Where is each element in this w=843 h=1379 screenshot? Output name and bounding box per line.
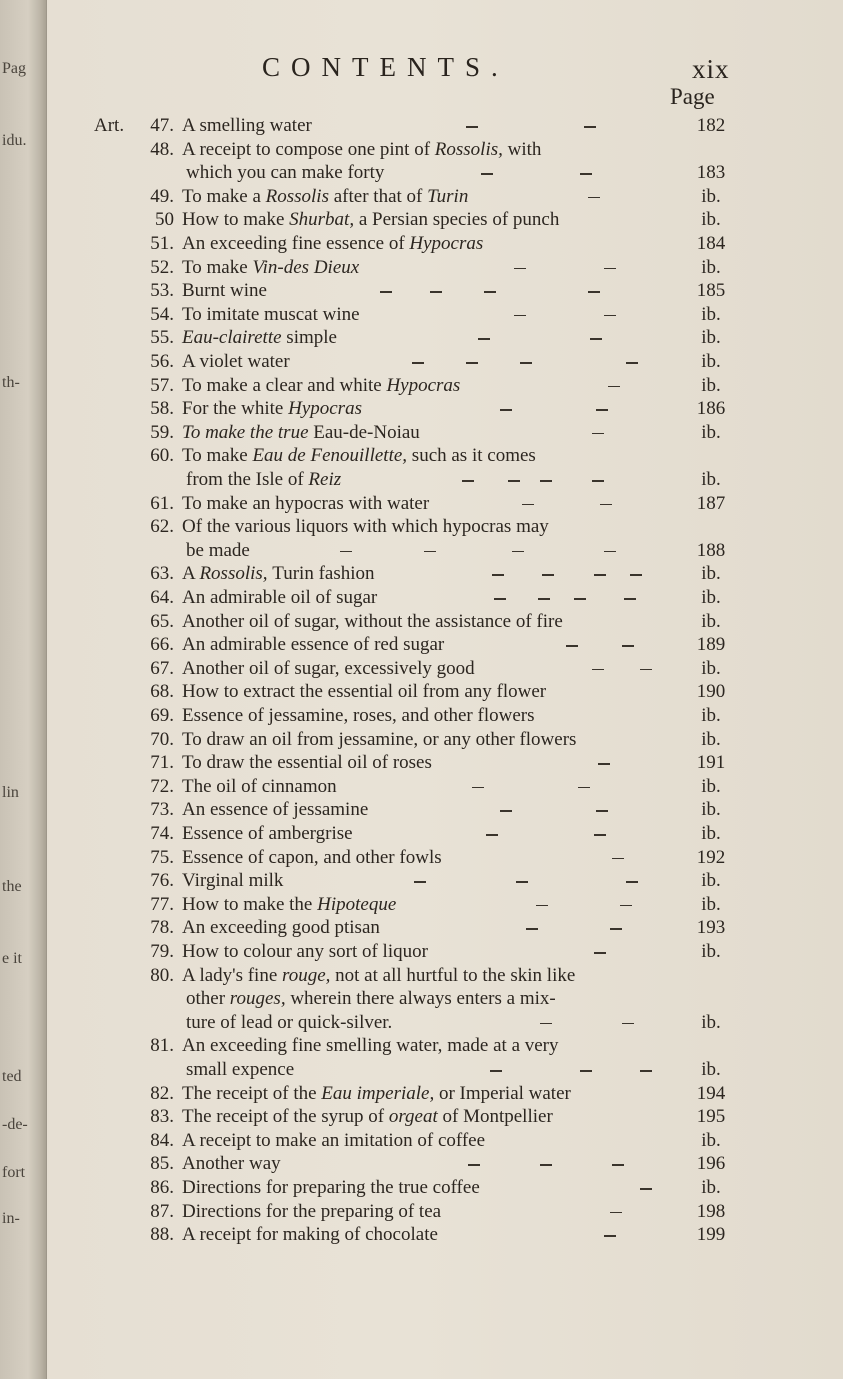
entry-number: 80. [150,964,174,986]
page-column-label: Page [670,84,715,109]
entry-page-number: ib. [701,563,721,585]
toc-line [0,539,843,563]
leader-dash [540,1164,552,1166]
toc-line [0,633,843,657]
entry-number: 71. [150,752,174,774]
entry-number: 65. [150,610,174,632]
toc-line [0,940,843,964]
entry-title: An exceeding fine essence of Hypocras [182,233,484,254]
entry-title: An exceeding fine smelling water, made at a very [182,1035,559,1057]
toc-line [0,279,843,303]
facing-page-fragment: Pag [2,60,26,77]
toc-line [0,1105,843,1129]
leader-dash [626,362,638,364]
leader-dash [626,881,638,883]
entry-title: A receipt to compose one pint of Rossolis, with [182,138,542,160]
toc-line [0,1058,843,1082]
leader-dash [612,1164,624,1166]
entry-page-number: 189 [696,634,726,656]
entry-title: To make a Rossolis after that of Turin [182,185,469,207]
leader-dash [466,362,478,364]
entry-title: How to colour any sort of liquor [182,941,428,962]
leader-dash [514,268,526,270]
leader-dash [594,574,606,576]
toc-line [0,680,843,704]
toc-line [0,751,843,775]
entry-page-number: ib. [701,327,721,349]
entry-page-number: 191 [696,752,726,774]
entry-title: Burnt wine [182,280,267,302]
entry-title: A smelling water [182,115,312,136]
toc-line [0,798,843,822]
entry-page-number: ib. [701,941,721,962]
entry-page-number: ib. [701,657,721,679]
toc-line [0,468,843,492]
leader-dash [622,1023,634,1025]
entry-number: 50 [155,209,174,231]
entry-title: To imitate muscat wine [182,303,360,325]
entry-page-number: 194 [696,1082,726,1104]
entry-number: 56. [150,351,174,372]
entry-title: Another way [182,1153,281,1175]
entry-number: 70. [150,728,174,750]
entry-page-number: ib. [701,209,721,231]
toc-line [0,562,843,586]
entry-page-number: ib. [701,351,721,372]
toc-line [0,492,843,516]
leader-dash [462,480,474,482]
leader-dash [516,881,528,883]
leader-dash [536,905,548,907]
facing-page-fragment: -de- [2,1116,28,1133]
toc-line [0,987,843,1011]
entry-page-number: ib. [701,799,721,821]
leader-dash [640,1070,652,1072]
entry-page-number: 195 [696,1106,726,1128]
entry-number: 68. [150,681,174,703]
entry-page-number: ib. [701,1177,721,1198]
toc-line [0,208,843,232]
facing-page-fragment: the [2,878,22,895]
leader-dash [514,315,526,317]
leader-dash [492,574,504,576]
toc-line [0,704,843,728]
entry-number: 77. [150,893,174,915]
leader-dash [522,504,534,506]
toc-line [0,444,843,468]
entry-title: An essence of jessamine [182,799,369,821]
leader-dash [604,268,616,270]
entry-number: 61. [150,492,174,514]
leader-dash [508,480,520,482]
entry-page-number: 196 [696,1153,726,1175]
leader-dash [481,173,493,175]
entry-page-number: 199 [696,1224,726,1246]
toc-line [0,114,843,138]
toc-line [0,846,843,870]
toc-line [0,350,843,374]
entry-number: 72. [150,775,174,797]
leader-dash [412,362,424,364]
entry-number: 83. [150,1106,174,1128]
leader-dash [490,1070,502,1072]
entry-page-number: 188 [696,539,726,561]
leader-dash [584,126,596,128]
leader-dash [592,433,604,435]
toc-line [0,775,843,799]
leader-dash [580,173,592,175]
entry-number: 64. [150,587,174,608]
folio-number: xix [692,54,730,84]
entry-number: 67. [150,657,174,679]
entry-title: The receipt of the Eau imperiale, or Imperial water [182,1082,571,1104]
entry-page-number: ib. [701,303,721,325]
leader-dash [592,480,604,482]
entry-number: 81. [150,1035,174,1057]
entry-page-number: 190 [696,681,726,703]
leader-dash [578,787,590,789]
toc-line [0,1200,843,1224]
entry-number: 52. [150,256,174,278]
leader-dash [598,763,610,765]
toc-line [0,1152,843,1176]
entry-title: A lady's fine rouge, not at all hurtful to the skin like [182,964,576,986]
entry-title: A receipt to make an imitation of coffee [182,1129,486,1151]
leader-dash [588,197,600,199]
article-prefix: Art. [94,115,125,136]
entry-number: 66. [150,634,174,656]
entry-number: 48. [150,138,174,160]
toc-line [0,964,843,988]
entry-title: The oil of cinnamon [182,775,337,797]
leader-dash [600,504,612,506]
toc-line [0,610,843,634]
leader-dash [526,928,538,930]
entry-title: How to make the Hipoteque [182,893,397,915]
entry-title: small expence [186,1059,295,1080]
leader-dash [624,598,636,600]
leader-dash [512,551,524,553]
leader-dash [640,1188,652,1190]
entry-title: A receipt for making of chocolate [182,1224,438,1246]
entry-number: 78. [150,917,174,939]
entry-number: 79. [150,941,174,962]
entry-number: 54. [150,303,174,325]
entry-title: Essence of jessamine, roses, and other flowers [182,705,535,726]
entry-number: 87. [150,1200,174,1222]
entry-title: An admirable oil of sugar [182,587,378,608]
page-title: CONTENTS. [262,52,509,82]
toc-line [0,421,843,445]
entry-title: A Rossolis, Turin fashion [182,563,375,585]
entry-page-number: 183 [696,162,726,184]
leader-dash [590,338,602,340]
facing-page-fragment: in- [2,1210,20,1227]
entry-page-number: ib. [701,1129,721,1151]
entry-number: 47. [150,115,174,136]
entry-number: 75. [150,846,174,868]
leader-dash [588,291,600,293]
leader-dash [594,834,606,836]
entry-title: To make Eau de Fenouillette, such as it comes [182,445,536,467]
leader-dash [538,598,550,600]
entry-page-number: ib. [701,893,721,915]
leader-dash [340,551,352,553]
entry-title: Another oil of sugar, excessively good [182,657,475,679]
entry-title: other rouges, wherein there always enters a mix- [186,988,556,1010]
leader-dash [466,126,478,128]
entry-title: The receipt of the syrup of orgeat of Montpellier [182,1106,553,1128]
leader-dash [630,574,642,576]
entry-number: 73. [150,799,174,821]
entry-page-number: 184 [696,233,726,254]
leader-dash [594,952,606,954]
entry-number: 49. [150,185,174,207]
entry-title: How to make Shurbat, a Persian species of punch [182,209,560,231]
toc-line [0,515,843,539]
entry-number: 88. [150,1224,174,1246]
facing-page-fragment: e it [2,950,22,967]
toc-line [0,586,843,610]
toc-line [0,138,843,162]
entry-title: How to extract the essential oil from any flower [182,681,547,703]
leader-dash [486,834,498,836]
entry-page-number: ib. [701,870,721,892]
toc-line [0,374,843,398]
leader-dash [596,810,608,812]
entry-page-number: ib. [701,587,721,608]
entry-title: An exceeding good ptisan [182,917,380,939]
entry-title: Directions for preparing the true coffee [182,1177,480,1198]
entry-number: 55. [150,327,174,349]
leader-dash [566,645,578,647]
leader-dash [520,362,532,364]
entry-number: 62. [150,516,174,538]
entry-title: To make a clear and white Hypocras [182,374,461,396]
entry-number: 60. [150,445,174,467]
leader-dash [596,409,608,411]
entry-title: Of the various liquors with which hypocras may [182,516,549,538]
leader-dash [468,1164,480,1166]
leader-dash [604,315,616,317]
entry-title: To make Vin-des Dieux [182,256,360,278]
entry-page-number: ib. [701,775,721,797]
leader-dash [478,338,490,340]
leader-dash [380,291,392,293]
entry-number: 69. [150,705,174,726]
leader-dash [542,574,554,576]
leader-dash [608,386,620,388]
entry-title: which you can make forty [186,162,385,184]
leader-dash [604,551,616,553]
entry-title: To draw the essential oil of roses [182,752,432,774]
leader-dash [540,480,552,482]
toc-line [0,1082,843,1106]
toc-line [0,1176,843,1200]
entry-title: To draw an oil from jessamine, or any other flowers [182,728,577,750]
toc-line [0,893,843,917]
toc-line [0,728,843,752]
entry-number: 85. [150,1153,174,1175]
entry-title: For the white Hypocras [182,398,362,420]
leader-dash [430,291,442,293]
toc-line [0,161,843,185]
entry-number: 74. [150,823,174,844]
entry-number: 63. [150,563,174,585]
facing-page-fragment: ted [2,1068,22,1085]
entry-title: To make the true Eau-de-Noiau [182,421,420,443]
entry-number: 51. [150,233,174,254]
entry-title: An admirable essence of red sugar [182,634,445,656]
entry-title: Eau-clairette simple [182,327,337,349]
entry-title: Essence of capon, and other fowls [182,846,442,868]
entry-number: 53. [150,280,174,302]
leader-dash [494,598,506,600]
leader-dash [414,881,426,883]
facing-page-fragment: th- [2,374,20,391]
entry-page-number: ib. [701,469,721,490]
entry-title: Essence of ambergrise [182,823,353,844]
leader-dash [424,551,436,553]
leader-dash [500,409,512,411]
leader-dash [580,1070,592,1072]
entry-page-number: 192 [696,846,726,868]
entry-number: 84. [150,1129,174,1151]
toc-line [0,916,843,940]
entry-page-number: ib. [701,1059,721,1080]
entry-page-number: ib. [701,256,721,278]
entry-title: A violet water [182,351,290,372]
leader-dash [484,291,496,293]
entry-page-number: ib. [701,185,721,207]
facing-page-fragment: lin [2,784,19,801]
entry-page-number: 198 [696,1200,726,1222]
entry-page-number: 182 [696,115,726,136]
entry-title: Another oil of sugar, without the assistance of fire [182,610,563,632]
leader-dash [500,810,512,812]
entry-page-number: ib. [701,705,721,726]
leader-dash [610,1212,622,1214]
leader-dash [574,598,586,600]
entry-page-number: ib. [701,421,721,443]
toc-line [0,185,843,209]
entry-page-number: 187 [696,492,726,514]
toc-line [0,657,843,681]
entry-number: 82. [150,1082,174,1104]
toc-line [0,869,843,893]
entry-number: 57. [150,374,174,396]
entry-page-number: ib. [701,728,721,750]
entry-page-number: ib. [701,823,721,844]
entry-title: from the Isle of Reiz [186,469,342,490]
entry-number: 59. [150,421,174,443]
leader-dash [622,645,634,647]
toc-line [0,397,843,421]
toc-line [0,822,843,846]
entry-page-number: ib. [701,1011,721,1033]
toc-line [0,1034,843,1058]
leader-dash [612,858,624,860]
toc-line [0,1011,843,1035]
toc-line [0,326,843,350]
entry-page-number: 193 [696,917,726,939]
toc-line [0,232,843,256]
toc-line [0,1129,843,1153]
leader-dash [604,1235,616,1237]
entry-title: To make an hypocras with water [182,492,430,514]
entry-title: ture of lead or quick-silver. [186,1011,393,1033]
toc-line [0,256,843,280]
entry-page-number: 186 [696,398,726,420]
leader-dash [592,669,604,671]
leader-dash [610,928,622,930]
facing-page-fragment: fort [2,1164,26,1181]
leader-dash [472,787,484,789]
entry-number: 86. [150,1177,174,1198]
toc-line [0,303,843,327]
entry-page-number: 185 [696,280,726,302]
entry-title: Directions for the preparing of tea [182,1200,442,1222]
facing-page-fragment: idu. [2,132,27,149]
toc-line [0,1223,843,1247]
entry-page-number: ib. [701,610,721,632]
entry-title: be made [186,539,250,561]
entry-number: 58. [150,398,174,420]
leader-dash [620,905,632,907]
entry-page-number: ib. [701,374,721,396]
entry-number: 76. [150,870,174,892]
leader-dash [640,669,652,671]
leader-dash [540,1023,552,1025]
entry-title: Virginal milk [182,870,284,892]
